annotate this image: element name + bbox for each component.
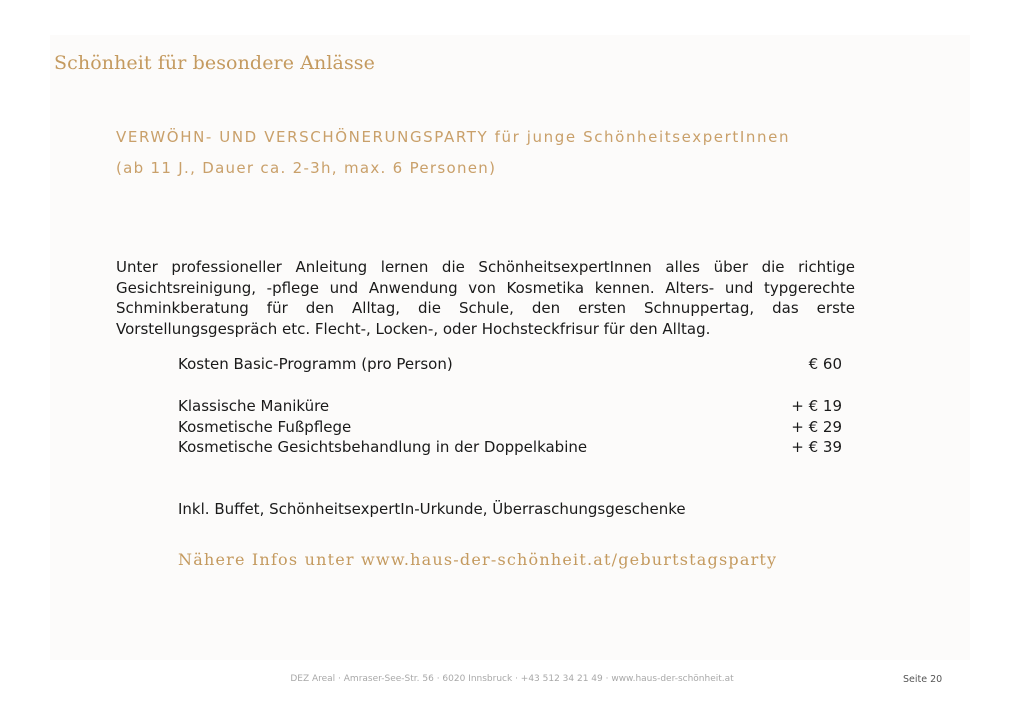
price-amount: + € 19 — [791, 397, 842, 415]
offer-description: Unter professioneller Anleitung lernen die SchönheitsexpertInnen alles über die richtige Gesichtsreinigung, -pflege und Anwendung von Kosmetika kennen. Alters- und typgerechte Schminkberatung für den Alltag, die Schule, den ersten Schnuppertag, das erste Vorstellungsgespräch etc. Flecht-, Locken-, oder Hochsteckfrisur für den Alltag. — [116, 258, 855, 338]
more-info-link[interactable]: Nähere Infos unter www.haus-der-schönheit.at/geburtstagsparty — [178, 550, 778, 569]
price-row-facial — [178, 438, 842, 456]
price-amount: + € 39 — [791, 438, 842, 456]
price-row-manicure — [178, 397, 842, 415]
offer-details: (ab 11 J., Dauer ca. 2-3h, max. 6 Personen) — [116, 159, 497, 177]
footer-address: DEZ Areal · Amraser-See-Str. 56 · 6020 Innsbruck · +43 512 34 21 49 · www.haus-der-schönheit.at — [290, 674, 734, 684]
offer-headline: VERWÖHN- UND VERSCHÖNERUNGSPARTY für junge SchönheitsexpertInnen — [116, 128, 791, 146]
page-number: Seite 20 — [903, 674, 943, 685]
included-items: Inkl. Buffet, SchönheitsexpertIn-Urkunde, Überraschungsgeschenke — [178, 500, 686, 518]
price-amount: + € 29 — [791, 418, 842, 436]
price-amount: € 60 — [808, 355, 842, 373]
price-row-basic — [178, 355, 842, 373]
section-title: Schönheit für besondere Anlässe — [54, 52, 376, 74]
price-label: Kosmetische Gesichtsbehandlung in der Doppelkabine — [178, 438, 588, 456]
price-label: Klassische Maniküre — [178, 397, 330, 415]
price-row-pedicure — [178, 418, 842, 436]
price-label: Kosmetische Fußpflege — [178, 418, 352, 436]
price-label: Kosten Basic-Programm (pro Person) — [178, 355, 453, 373]
